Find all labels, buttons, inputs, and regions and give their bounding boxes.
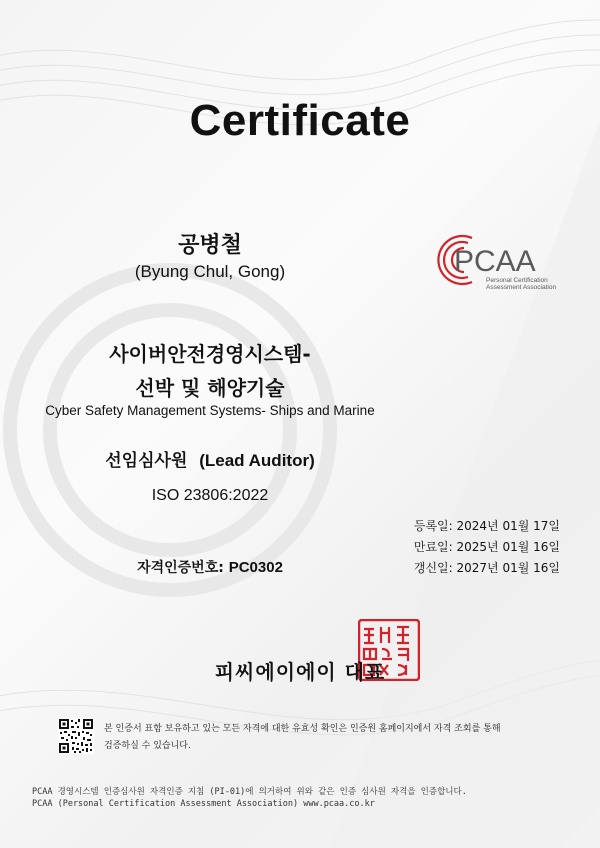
holder-name-english: (Byung Chul, Gong): [134, 262, 286, 281]
footer-text: [32, 786, 467, 810]
role-korean: 선임심사원: [105, 451, 188, 471]
certificate-number: [0, 557, 420, 577]
holder-name-korean: 공병철: [178, 233, 242, 258]
logo-subtitle-1: Personal Certification: [486, 277, 548, 284]
renewal-date: 갱신일: 2027년 01월 16일: [413, 561, 560, 575]
verification-notice: 본 인증서 표함 보유하고 있는 모든 자격에 대한 유효성 확인은 인증원 홈페이지에서 자격 조회를 통해 검증하실 수 있습니다.: [104, 724, 501, 751]
certificate-number-label: 자격인증번호:: [137, 560, 224, 576]
certificate-number-value: PC0302: [228, 559, 283, 576]
registration-date: 등록일: 2024년 01월 17일: [413, 519, 560, 533]
iso-standard: ISO 23806:2022: [151, 487, 269, 504]
field-korean-line-2: 선박 및 해양기술: [135, 376, 285, 400]
footer-line-1: PCAA 경영시스템 인증심사원 자격인증 지침 (PI-01)에 의거하여 위와 같은 인증 심사원 자격을 인증합니다.: [32, 787, 467, 797]
field-english: Cyber Safety Management Systems- Ships and Marine: [45, 403, 375, 418]
logo-subtitle-2: Assessment Association: [486, 284, 557, 291]
expiry-date: 만료일: 2025년 01월 16일: [413, 540, 560, 554]
validity-dates: [414, 516, 560, 579]
qr-code-icon[interactable]: [58, 718, 94, 754]
issuer-name: 피씨에이에이 대표: [214, 660, 386, 684]
logo-text: PCAA: [454, 245, 536, 278]
role-english: (Lead Auditor): [199, 451, 315, 470]
footer-line-2: PCAA (Personal Certification Assessment Association) www.pcaa.co.kr: [32, 799, 375, 809]
auditor-role: [0, 446, 420, 471]
field-korean-line-1: 사이버안전경영시스템-: [109, 342, 311, 366]
pcaa-logo: [424, 224, 570, 296]
certificate-title: Certificate: [189, 96, 411, 145]
